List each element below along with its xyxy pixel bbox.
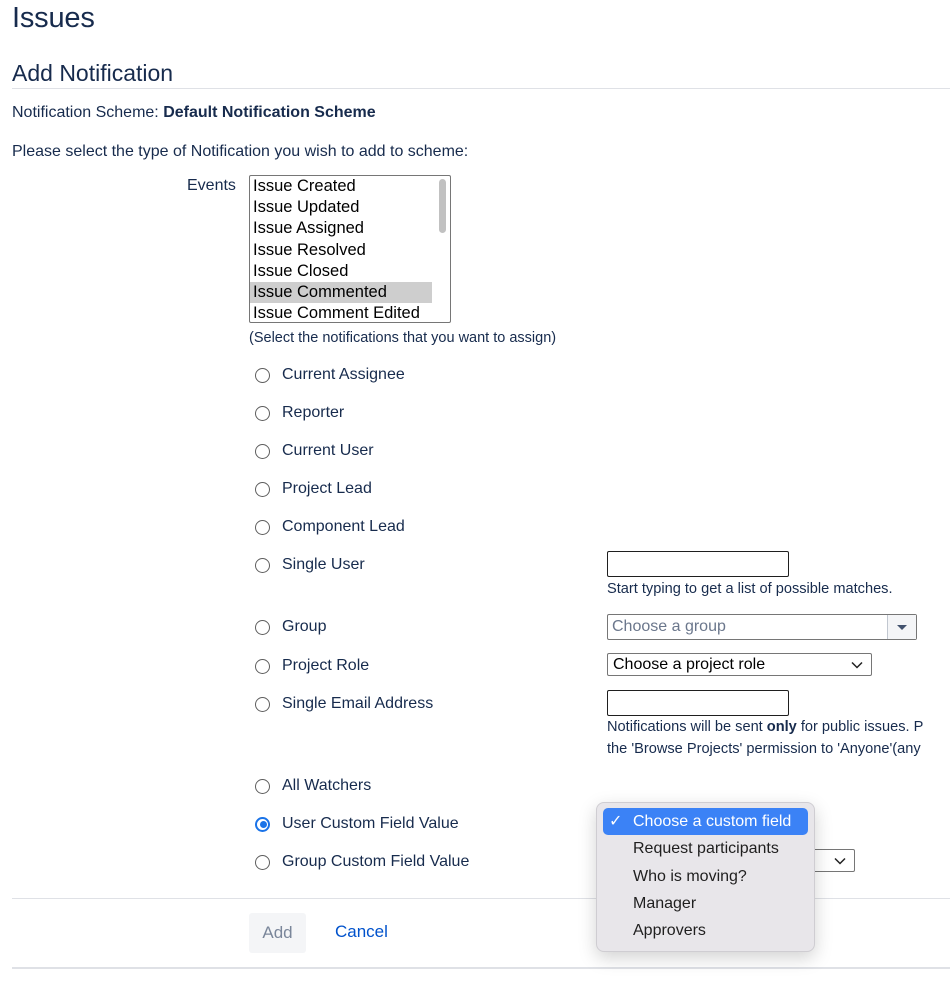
menu-item[interactable]: Request participants (633, 840, 779, 858)
single-user-help: Start typing to get a list of possible matches. (607, 581, 893, 597)
radio-label: Single User (282, 556, 365, 573)
group-picker[interactable] (607, 614, 917, 640)
scheme-line (12, 104, 376, 122)
radio-label: Current User (282, 442, 374, 459)
radio-project-role[interactable] (255, 655, 369, 677)
events-label: Events (187, 177, 236, 194)
radio-label: Current Assignee (282, 366, 405, 383)
single-email-help-line1 (607, 719, 923, 735)
radio-label: User Custom Field Value (282, 815, 459, 832)
radio-label: Project Role (282, 657, 370, 674)
radio-user-custom-field[interactable] (255, 813, 459, 835)
events-hint: (Select the notifications that you want to assign) (249, 330, 557, 346)
event-option-selected[interactable]: Issue Commented (250, 282, 432, 303)
radio-label: Group (282, 618, 327, 635)
single-email-help-line2: the 'Browse Projects' permission to 'Anyone'(any (607, 741, 921, 757)
radio-label: Reporter (282, 404, 345, 421)
custom-field-dropdown-menu[interactable] (596, 802, 815, 952)
group-custom-field-select[interactable] (808, 849, 855, 872)
menu-item-selected[interactable] (603, 808, 808, 835)
menu-item[interactable]: Who is moving? (633, 867, 747, 885)
radio-button[interactable] (255, 697, 270, 712)
instruction-text: Please select the type of Notification you wish to add to scheme: (12, 143, 469, 160)
radio-single-email[interactable] (255, 693, 433, 715)
event-option[interactable]: Issue Assigned (253, 219, 364, 238)
event-option[interactable]: Issue Resolved (253, 240, 366, 259)
page-title: Issues (12, 2, 95, 34)
single-email-input[interactable] (607, 690, 789, 716)
event-option[interactable]: Issue Closed (253, 261, 349, 280)
radio-group[interactable] (255, 616, 326, 638)
help-text: for public issues. P (796, 719, 924, 735)
radio-current-assignee[interactable] (255, 364, 405, 386)
help-text-bold: only (766, 719, 797, 735)
radio-project-lead[interactable] (255, 478, 372, 500)
radio-button[interactable] (255, 520, 270, 535)
radio-button[interactable] (255, 659, 270, 674)
cancel-link[interactable]: Cancel (335, 922, 388, 941)
radio-group-custom-field[interactable] (255, 851, 469, 873)
radio-button[interactable] (255, 482, 270, 497)
menu-item[interactable]: Approvers (633, 922, 706, 940)
project-role-select-value: Choose a project role (613, 655, 766, 673)
radio-all-watchers[interactable] (255, 775, 371, 797)
scheme-label: Notification Scheme: (12, 104, 159, 121)
add-button[interactable]: Add (249, 913, 306, 953)
radio-label: All Watchers (282, 777, 372, 794)
radio-label: Group Custom Field Value (282, 853, 470, 870)
radio-label: Single Email Address (282, 695, 434, 712)
event-option[interactable]: Issue Comment Edited (253, 304, 420, 323)
header-divider (12, 88, 950, 89)
project-role-select[interactable] (607, 653, 872, 676)
radio-label: Project Lead (282, 480, 372, 497)
menu-item[interactable]: Manager (633, 894, 697, 912)
radio-reporter[interactable] (255, 402, 344, 424)
section-title: Add Notification (12, 60, 174, 86)
events-options (250, 176, 432, 323)
radio-button[interactable] (255, 406, 270, 421)
radio-label: Component Lead (282, 518, 405, 535)
group-picker-placeholder[interactable]: Choose a group (612, 618, 726, 635)
chevron-down-icon (832, 853, 848, 869)
events-scrollbar-thumb[interactable] (439, 179, 446, 233)
radio-single-user[interactable] (255, 554, 365, 576)
group-picker-dropdown-button[interactable] (887, 615, 916, 639)
radio-button[interactable] (255, 368, 270, 383)
triangle-down-icon (897, 625, 907, 630)
event-option[interactable]: Issue Created (253, 177, 356, 195)
help-text: Notifications will be sent (607, 719, 767, 735)
radio-button-checked[interactable] (255, 817, 270, 832)
menu-item-label: Choose a custom field (633, 813, 792, 830)
radio-component-lead[interactable] (255, 516, 405, 538)
bottom-divider (12, 967, 950, 969)
single-user-input[interactable] (607, 551, 789, 577)
chevron-down-icon (849, 657, 865, 673)
radio-current-user[interactable] (255, 440, 374, 462)
checkmark-icon: ✓ (609, 813, 623, 830)
radio-button[interactable] (255, 779, 270, 794)
event-option[interactable]: Issue Updated (253, 198, 360, 217)
scheme-name: Default Notification Scheme (163, 104, 376, 121)
radio-button[interactable] (255, 620, 270, 635)
radio-button[interactable] (255, 558, 270, 573)
events-listbox[interactable] (249, 175, 451, 323)
radio-button[interactable] (255, 855, 270, 870)
radio-button[interactable] (255, 444, 270, 459)
